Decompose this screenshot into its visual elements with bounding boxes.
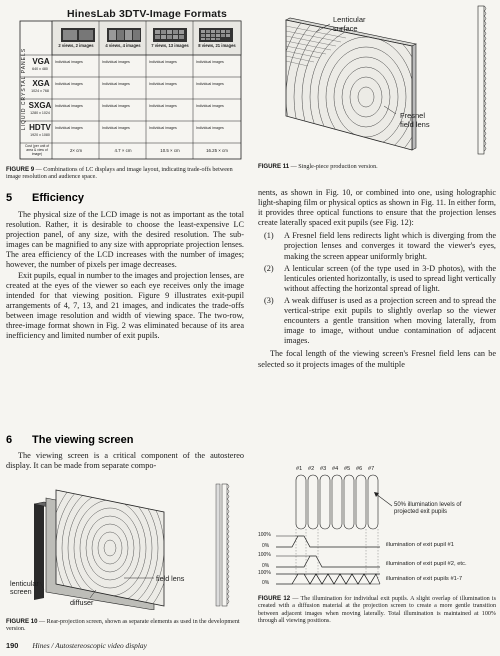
section-6-heading xyxy=(6,434,133,446)
fig12-label-row3: illumination of exit pupils #1-7 xyxy=(386,576,463,582)
section-5-heading xyxy=(6,192,84,204)
list-item-number: (3) xyxy=(264,295,274,305)
pupil-label: #4 xyxy=(332,466,339,472)
fig12-pct-100: 100% xyxy=(258,532,271,538)
fig11-caption-text: — Single-piece production version. xyxy=(289,164,378,170)
fig9-cell: Individual images xyxy=(196,82,224,86)
fig10-label-diffuser: diffuser xyxy=(70,598,94,607)
section-6-number: 6 xyxy=(6,434,13,446)
fig9-col-head: 8 views, 21 images xyxy=(198,43,236,48)
pupil-label: #5 xyxy=(344,466,351,472)
fig12-diagram xyxy=(258,466,496,590)
fig12-pct-0: 0% xyxy=(262,563,270,569)
section-6-title: The viewing screen xyxy=(32,434,134,446)
fig12-pct-100: 100% xyxy=(258,552,271,558)
fig12-label-row1: illumination of exit pupil #1 xyxy=(386,542,454,548)
fig9-row-head: SXGA xyxy=(28,101,52,110)
fig9-cell: Individual images xyxy=(55,126,83,130)
fig9-caption xyxy=(6,166,242,182)
list-item-text: A Fresnel field lens redirects light which is diverging from the projection lenses and converges it toward the viewer's eyes, making the screen appear uniformly bright. xyxy=(284,231,496,261)
fig9-row-sub: 1920 x 1080 xyxy=(30,133,50,137)
list-item xyxy=(258,296,496,346)
fig10-label-lenticular: lenticular screen xyxy=(10,579,39,596)
page-footer xyxy=(6,641,306,650)
fig10-label-field-lens: field lens xyxy=(156,574,185,583)
fig9-cell: Individual images xyxy=(149,82,177,86)
fig9-thumb-3 xyxy=(153,28,187,42)
fig9-footer-val: 16.25 × cm xyxy=(206,148,228,153)
fig9-caption-text: — Combinations of LC displays and image layout, indicating trade-offs between image resolution and audience space. xyxy=(6,167,233,181)
fig9-cell: Individual images xyxy=(102,82,130,86)
list-item-text: A lenticular screen (of the type used in 3-D photos), with the lenticules oriented horizontally, is used to spread light vertically without affecting the horizontal spread of light. xyxy=(284,263,496,293)
fig9-footer-val: 4.7 × cm xyxy=(114,148,132,153)
fig10-lenticular-detail xyxy=(216,484,229,606)
fig9-cell: Individual images xyxy=(196,126,224,130)
section-5-number: 5 xyxy=(6,192,13,204)
list-item xyxy=(258,264,496,294)
fig9-side-label: LIQUID CRYSTAL PANELS xyxy=(21,47,27,131)
right-paragraph-2: The focal length of the viewing screen's Fresnel field lens can be selected so it projects images of the multiple xyxy=(258,349,496,369)
pupil-label: #7 xyxy=(368,466,375,472)
pupil-label: #6 xyxy=(356,466,363,472)
fig9-cell: Individual images xyxy=(149,104,177,108)
fig12-pct-100: 100% xyxy=(258,570,271,576)
fig12-caption-text: — The illumination for individual exit pupils. A slight overlap of illumination is created with a diffusion material at the projection screen to create a more gentle transition between adjacent images when moving laterally. Total illumination is maintained at 100% through all viewing positions. xyxy=(258,596,496,625)
fig12-pct-0: 0% xyxy=(262,580,270,586)
fig9-cell: Individual images xyxy=(55,60,83,64)
fig9-col-head: 4 views, 4 images xyxy=(105,43,141,48)
fig10-caption-text: — Rear-projection screen, shown as separate elements as used in the development version. xyxy=(6,619,240,633)
fig9-footer-val: 2× cm xyxy=(69,148,83,153)
list-item xyxy=(258,231,496,261)
fig9-row-sub: 1280 x 1024 xyxy=(30,111,50,115)
fig11-label-fresnel: Fresnel field lens xyxy=(400,111,430,129)
figure-9 xyxy=(6,4,242,161)
fig9-row-head: VGA xyxy=(32,57,50,66)
fig9-thumb-2 xyxy=(107,28,141,42)
section-6-body xyxy=(6,451,244,471)
fig9-cell: Individual images xyxy=(102,60,130,64)
fig12-caption-label: FIGURE 12 xyxy=(258,595,291,602)
fig9-row-head: XGA xyxy=(32,79,50,88)
figure-12 xyxy=(258,466,496,590)
optical-functions-list xyxy=(258,231,496,346)
fig9-cell: Individual images xyxy=(102,126,130,130)
fig9-cell: Individual images xyxy=(149,60,177,64)
right-paragraph-1: nents, as shown in Fig. 10, or combined into one, using holographic light-shaping film or physical optics as shown in Fig. 11. In either form, it provides three optical functions to ensure that the projection lenses create laterally spaced exit pupils (see Fig. 12): xyxy=(258,188,496,228)
right-column-body xyxy=(258,188,496,370)
section-5-title: Efficiency xyxy=(32,192,84,204)
fig11-label-lenticular: Lenticular surface xyxy=(333,15,366,33)
fig12-pct-0: 0% xyxy=(262,543,270,549)
fig9-cell: Individual images xyxy=(55,82,83,86)
lenticular-detail xyxy=(478,6,486,154)
section-5-paragraph-2: Exit pupils, equal in number to the images and projection lenses, are created at the eyes of the viewer so each eye receives only the image intended for that viewing position. Figure 9 illustrates exit-pupil arrangements of 4, 7, 13, and 21 images, and indicates the trade-offs between image resolution and width of viewing space. The two-row, three-image format shown in Fig. 2 was eliminated because of its area inefficiency and limited number of exit pupils. xyxy=(6,270,244,341)
fig9-row-sub: 640 x 480 xyxy=(32,67,48,71)
fig10-caption xyxy=(6,618,244,634)
pupil-label: #2 xyxy=(308,466,315,472)
fig9-caption-label: FIGURE 9 xyxy=(6,166,35,173)
fig9-row-sub: 1024 x 768 xyxy=(31,89,49,93)
list-item-number: (1) xyxy=(264,231,274,241)
fig10-caption-label: FIGURE 10 xyxy=(6,618,38,625)
fig12-label-row2: illumination of exit pupil #2, etc. xyxy=(386,561,467,567)
fig9-cell: Individual images xyxy=(196,60,224,64)
section-5-body xyxy=(6,210,244,341)
fig9-row-head: HDTV xyxy=(29,123,51,132)
fig9-thumb-4 xyxy=(199,28,233,42)
fig9-col-head: 2 views, 2 images xyxy=(58,43,94,48)
list-item-number: (2) xyxy=(264,263,274,273)
fig11-caption-label: FIGURE 11 xyxy=(258,163,290,170)
fig12-caption xyxy=(258,595,496,626)
fig9-col-head: 7 views, 13 images xyxy=(151,43,189,48)
fig11-caption xyxy=(258,163,494,171)
section-5-paragraph-1: The physical size of the LCD image is not as important as the total resolution. Rather, it is desirable to choose the least-expensive LC projection panel, of any size, with the desired resolution. The sub-images can be magnified to any size with appropriate projection lenses. The area efficiency of the LCD increases with the number of images; however, the number of pixels per image decreases. xyxy=(6,210,244,270)
fig9-cell: Individual images xyxy=(102,104,130,108)
fig9-cell: Individual images xyxy=(55,104,83,108)
fig9-cell: Individual images xyxy=(149,126,177,130)
page-number: 190 xyxy=(6,641,19,650)
fig9-cell: Individual images xyxy=(196,104,224,108)
pupil-label: #3 xyxy=(320,466,327,472)
pupil-label: #1 xyxy=(296,466,303,472)
section-6-paragraph-1: The viewing screen is a critical component of the autostereo display. It can be made from separate compo- xyxy=(6,451,244,471)
running-head: Hines / Autostereoscopic video display xyxy=(32,641,147,650)
fig9-footer-val: 10.5 × cm xyxy=(160,148,180,153)
fig9-thumb-1 xyxy=(61,28,95,42)
fig12-label-levels: 50% illumination levels of projected exit pupils xyxy=(394,502,462,515)
list-item-text: A weak diffuser is used as a projection screen and to spread the vertical-stripe exit pupils to slightly overlap so the viewer encounters a gentle transition when moving laterally, from image to image, without undue contamination of adjacent images. xyxy=(284,295,496,346)
fig9-title: HinesLab 3DTV-Image Formats xyxy=(66,8,228,20)
fig9-footer-label: Cost (per unit of area & view of image) xyxy=(24,144,50,157)
